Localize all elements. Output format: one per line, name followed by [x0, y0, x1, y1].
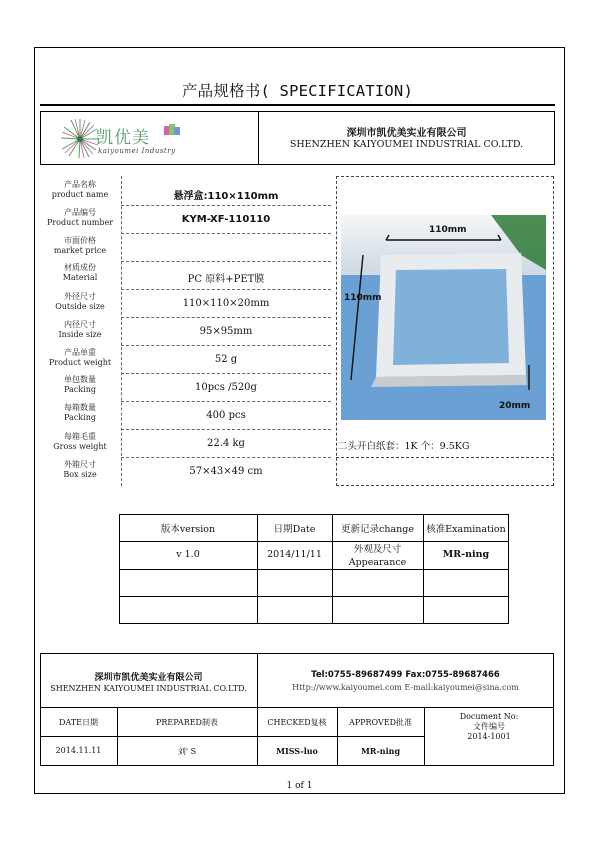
sign-date-value: 2014.11.11 [55, 746, 102, 755]
change-value: 外观及尺寸 Appearance [348, 544, 407, 568]
packing-note: 二头开白纸套：1K 个：9.5KG [338, 441, 470, 452]
footer-company-cn: 深圳市凯优美实业有限公司 [94, 673, 203, 683]
date-value: 2014/11/11 [267, 549, 322, 560]
page-title: 产品规格书( SPECIFICATION) [181, 82, 413, 100]
spec-value-product-name: 悬浮盒:110×110mm [173, 191, 279, 202]
sign-prepared-value: 刘' S [177, 747, 197, 756]
spec-value-product-number: KYM-XF-110110 [181, 214, 271, 225]
sign-checked-header: CHECKED复核 [267, 718, 327, 727]
sign-approved-header: APPROVED批准 [348, 718, 412, 727]
document-number-label-en: Document No: [459, 712, 519, 721]
spec-label-gross-weight: 每箱毛重 Gross weight [53, 432, 107, 451]
sign-checked-value: MISS-luo [276, 746, 318, 756]
document-number-value: 2014-1001 [467, 732, 511, 741]
spec-value-box-qty: 400 pcs [206, 410, 246, 421]
spec-label-material: 材质成份 Material [62, 263, 98, 282]
spec-value-product-weight: 52 g [214, 354, 238, 365]
examination-header: 核准Examination [426, 524, 506, 535]
date-header: 日期Date [273, 524, 316, 535]
logo-text-cn: 凯优美 [96, 128, 150, 148]
dim-label-left: 110mm [344, 293, 382, 303]
spec-value-inside-size: 95×95mm [199, 326, 253, 337]
change-header: 更新记录change [341, 524, 414, 535]
sunburst-logo-icon [60, 117, 100, 159]
document-number-label-cn: 文件编号 [473, 722, 505, 731]
spec-value-box-size: 57×43×49 cm [189, 466, 263, 477]
spec-value-outside-size: 110×110×20mm [182, 298, 270, 309]
spec-label-box-qty: 每箱数量 Packing [64, 403, 96, 422]
header-company-en: SHENZHEN KAIYOUMEI INDUSTRIAL CO.LTD. [289, 139, 524, 150]
footer-tel-fax: Tel:0755-89687499 Fax:0755-89687466 [311, 670, 500, 680]
version-value: v 1.0 [176, 549, 200, 560]
spec-label-product-number: 产品编号 Product number [46, 208, 114, 227]
floating-box-illustration [341, 215, 546, 420]
document-number [424, 712, 554, 742]
spec-label-divider [121, 176, 122, 486]
spec-label-product-name: 产品名称 product name [51, 180, 109, 199]
spec-value-packing: 10pcs /520g [195, 382, 257, 393]
spec-value-gross-weight: 22.4 kg [207, 438, 245, 449]
footer-web-email: Http://www.kaiyoumei.com E-mail:kaiyoumei@sina.com [292, 683, 519, 692]
company-logo [60, 117, 185, 161]
bag-icons [164, 123, 180, 136]
sign-prepared-header: PREPARED制表 [156, 718, 218, 727]
spec-label-box-size: 外箱尺寸 Box size [63, 460, 97, 479]
footer-company-en: SHENZHEN KAIYOUMEI INDUSTRIAL CO.LTD. [50, 684, 247, 693]
sign-date-header: DATE日期 [59, 718, 98, 727]
spec-label-market-price: 市面价格 market price [53, 236, 107, 255]
spec-label-packing: 单包数量 Packing [64, 375, 96, 394]
spec-label-product-weight: 产品单重 Product weight [48, 348, 112, 367]
dim-label-top: 110mm [429, 225, 467, 235]
page-number: 1 of 1 [286, 781, 313, 791]
spec-value-material: PC 原料+PET膜 [187, 274, 265, 285]
product-photo [341, 215, 546, 420]
spec-label-outside-size: 外径尺寸 Outside size [55, 292, 105, 311]
header-company-cn: 深圳市凯优美实业有限公司 [346, 128, 467, 139]
spec-label-inside-size: 内径尺寸 Inside size [58, 320, 102, 339]
dim-label-right: 20mm [499, 401, 531, 411]
examination-value: MR-ning [442, 549, 490, 560]
logo-text-en: kaiyoumei Industry [98, 147, 176, 155]
version-header: 版本version [160, 524, 216, 535]
sign-approved-value: MR-ning [360, 746, 401, 756]
title-underline [40, 104, 555, 106]
